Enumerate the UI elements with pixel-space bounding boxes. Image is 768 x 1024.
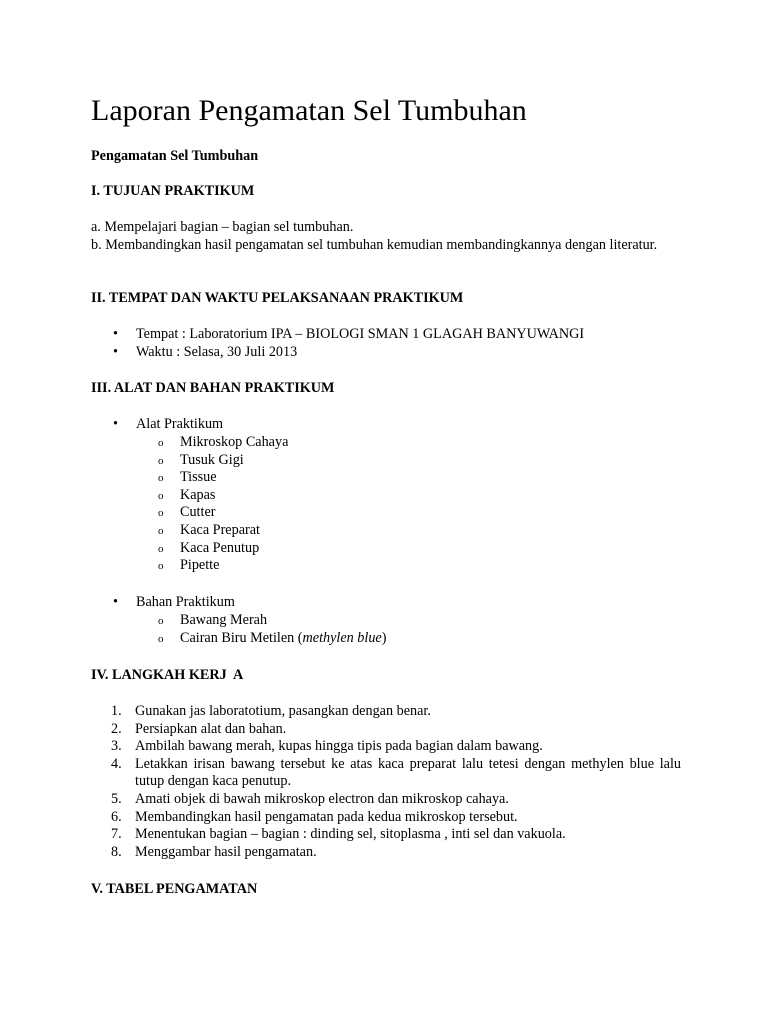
alat-item: Cutter [180, 504, 216, 521]
tempat-waktu-list [91, 326, 681, 361]
circle-bullet-icon: o [158, 632, 164, 645]
step-number: 8. [111, 843, 122, 860]
alat-item: Tissue [180, 469, 217, 486]
bullet-icon: • [113, 326, 118, 342]
circle-bullet-icon: o [158, 489, 164, 502]
bahan-item [180, 630, 386, 646]
alat-item: Kaca Penutup [180, 539, 260, 556]
bullet-icon: • [113, 416, 118, 432]
list-item [91, 703, 681, 721]
bahan-item: Bawang Merah [180, 612, 268, 628]
alat-label: Alat Praktikum [136, 416, 224, 432]
tempat-text: Tempat : Laboratorium IPA – BIOLOGI SMAN 1 GLAGAH BANYUWANGI [136, 326, 585, 342]
bahan-item-suffix: ) [381, 629, 387, 646]
step-number: 7. [111, 826, 122, 843]
step-number: 4. [111, 755, 122, 772]
list-item [91, 844, 681, 862]
section-heading-alat-bahan: III. ALAT DAN BAHAN PRAKTIKUM [91, 380, 335, 396]
list-item [91, 487, 681, 505]
alat-item: Mikroskop Cahaya [180, 434, 289, 450]
tujuan-item-b: b. Membandingkan hasil pengamatan sel tumbuhan kemudian membandingkannya dengan literatur. [91, 236, 658, 253]
tujuan-item-a: a. Mempelajari bagian – bagian sel tumbuhan. [91, 219, 354, 235]
step-text: Letakkan irisan bawang tersebut ke atas kaca preparat lalu tetesi dengan methylen blue lalu tutup dengan kaca penutup. [135, 755, 681, 790]
step-number: 3. [111, 738, 122, 755]
step-text: Menentukan bagian – bagian : dinding sel, sitoplasma , inti sel dan vakuola. [135, 826, 566, 843]
document-subtitle: Pengamatan Sel Tumbuhan [91, 148, 259, 164]
step-number: 6. [111, 808, 122, 825]
alat-items [91, 434, 681, 575]
bahan-item-text: Cairan Biru Metilen ( [180, 629, 303, 646]
bahan-item-italic: methylen blue [302, 629, 382, 646]
section-heading-langkah-kerja: IV. LANGKAH KERJ A [91, 667, 244, 683]
list-item [91, 344, 681, 362]
step-text: Persiapkan alat dan bahan. [135, 720, 287, 737]
list-item [91, 809, 681, 827]
step-number: 5. [111, 790, 122, 807]
alat-list [91, 416, 681, 434]
alat-item: Pipette [180, 557, 220, 574]
step-number: 1. [111, 703, 122, 719]
list-item [91, 738, 681, 756]
list-item [91, 630, 681, 648]
step-text: Amati objek di bawah mikroskop electron dan mikroskop cahaya. [135, 790, 509, 807]
bullet-icon: • [113, 594, 118, 610]
list-item [91, 326, 681, 344]
tujuan-body [91, 219, 681, 254]
langkah-kerja-list [91, 703, 681, 861]
circle-bullet-icon: o [158, 472, 164, 485]
circle-bullet-icon: o [158, 454, 164, 467]
list-item [91, 434, 681, 452]
circle-bullet-icon: o [158, 437, 164, 449]
section-heading-tujuan: I. TUJUAN PRAKTIKUM [91, 183, 255, 199]
section-heading-tempat-waktu: II. TEMPAT DAN WAKTU PELAKSANAAN PRAKTIKUM [91, 290, 464, 306]
circle-bullet-icon: o [158, 524, 164, 537]
list-item [91, 469, 681, 487]
list-item [91, 612, 681, 630]
list-item [91, 721, 681, 739]
circle-bullet-icon: o [158, 542, 164, 555]
circle-bullet-icon: o [158, 560, 164, 573]
step-number: 2. [111, 720, 122, 737]
bullet-icon: • [113, 343, 118, 360]
list-item [91, 504, 681, 522]
list-item [91, 557, 681, 575]
step-text: Gunakan jas laboratotium, pasangkan dengan benar. [135, 703, 431, 719]
list-item [91, 416, 681, 434]
circle-bullet-icon: o [158, 615, 164, 627]
alat-item: Tusuk Gigi [180, 451, 244, 468]
list-item [91, 756, 681, 791]
alat-item: Kaca Preparat [180, 521, 260, 538]
step-text: Menggambar hasil pengamatan. [135, 843, 317, 860]
alat-item: Kapas [180, 486, 216, 503]
bahan-list [91, 594, 681, 612]
list-item [91, 452, 681, 470]
document-title: Laporan Pengamatan Sel Tumbuhan [91, 94, 527, 127]
section-heading-tabel-pengamatan: V. TABEL PENGAMATAN [91, 881, 258, 897]
list-item [91, 540, 681, 558]
bahan-label: Bahan Praktikum [136, 594, 235, 610]
list-item [91, 594, 681, 612]
circle-bullet-icon: o [158, 507, 164, 520]
list-item [91, 826, 681, 844]
step-text: Ambilah bawang merah, kupas hingga tipis pada bagian dalam bawang. [135, 738, 543, 755]
list-item [91, 791, 681, 809]
list-item [91, 522, 681, 540]
step-text: Membandingkan hasil pengamatan pada kedua mikroskop tersebut. [135, 808, 518, 825]
waktu-text: Waktu : Selasa, 30 Juli 2013 [136, 343, 298, 360]
bahan-items [91, 612, 681, 647]
